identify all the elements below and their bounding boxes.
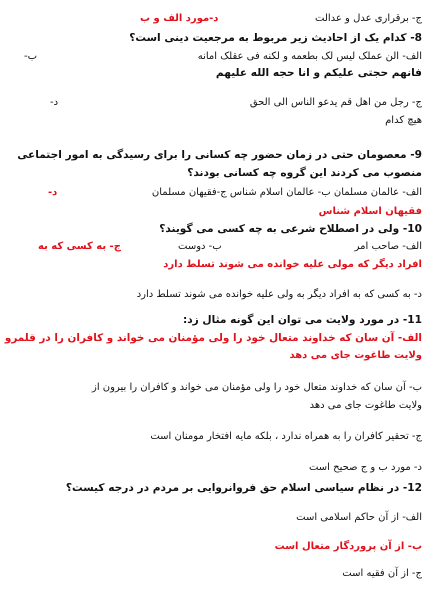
question-12-option-c: ج- از آن فقیه است <box>342 568 422 579</box>
question-10-option-b: ب- دوست <box>178 241 222 252</box>
question-9-title-line2: منصوب می کردند این گروه چه کسانی بودند؟ <box>187 167 422 179</box>
answer-option-d: د-مورد الف و ب <box>140 13 219 24</box>
question-11-answer-line1: الف- آن سان که خداوند متعال خود را ولی مؤمنان می خواند و کافران را در قلمرو <box>4 332 422 344</box>
question-11-option-c: ج- تحقیر کافران را به همراه ندارد ، بلکه مایه افتخار مومنان است <box>150 431 422 442</box>
question-9-option-d-label: د- <box>48 187 58 198</box>
question-8-option-b-label: ب- <box>24 51 38 62</box>
question-8-option-a: الف- الن عملک لیس لک بطعمه و لکنه فی عقلک امانه <box>197 51 422 62</box>
question-9-options: الف- عالمان مسلمان ب- عالمان اسلام شناس ج-فقیهان مسلمان <box>151 187 422 198</box>
question-9-title-line1: 9- معصومان حتی در زمان حضور چه کسانی را برای رسیدگی به امور اجتماعی <box>17 149 422 161</box>
question-11-option-b-line2: ولایت طاغوت جای می دهد <box>309 400 422 411</box>
question-12-option-a: الف- از آن حاکم اسلامی است <box>296 512 422 523</box>
question-10-title: 10- ولی در اصطلاح شرعی به چه کسی می گویند؟ <box>159 223 422 235</box>
question-8-option-b-text: فانهم حجتی علیکم و انا حجه الله علیهم <box>215 67 422 79</box>
question-11-option-b-line1: ب- آن سان که خداوند متعال خود را ولی مؤمنان می خواند و کافران را بیرون از <box>92 382 422 393</box>
question-8-option-d-text: هیچ کدام <box>385 115 422 126</box>
question-8-option-c: ج- رجل من اهل قم یدعو الناس الی الحق <box>249 97 422 108</box>
question-11-option-d: د- مورد ب و ج صحیح است <box>308 462 422 473</box>
question-11-title: 11- در مورد ولایت می توان این گونه مثال زد: <box>182 314 422 326</box>
option-c-justice: ج- برقراری عدل و عدالت <box>315 13 422 24</box>
question-10-answer-text: افراد دیگر که مولی علیه خوانده می شوند تسلط دارد <box>163 259 422 270</box>
question-9-answer-text: فقیهان اسلام شناس <box>318 206 422 217</box>
question-8-title: 8- کدام یک از احادیث زیر مربوط به مرجعیت دینی است؟ <box>129 32 422 44</box>
question-10-option-a: الف- صاحب امر <box>354 241 422 252</box>
question-10-option-c-label: ج- به کسی که به <box>38 241 121 252</box>
question-10-option-d: د- به کسی که به افراد دیگر به ولی علیه خوانده می شوند تسلط دارد <box>136 289 422 300</box>
question-12-title: 12- در نظام سیاسی اسلام حق فروانروایی بر مردم در درجه کیست؟ <box>65 482 422 494</box>
question-8-option-d-label: د- <box>50 97 59 108</box>
question-12-answer: ب- از آن پروردگار متعال است <box>274 541 422 552</box>
question-11-answer-line2: ولایت طاغوت جای می دهد <box>289 350 422 361</box>
option-c-line <box>20 12 422 26</box>
